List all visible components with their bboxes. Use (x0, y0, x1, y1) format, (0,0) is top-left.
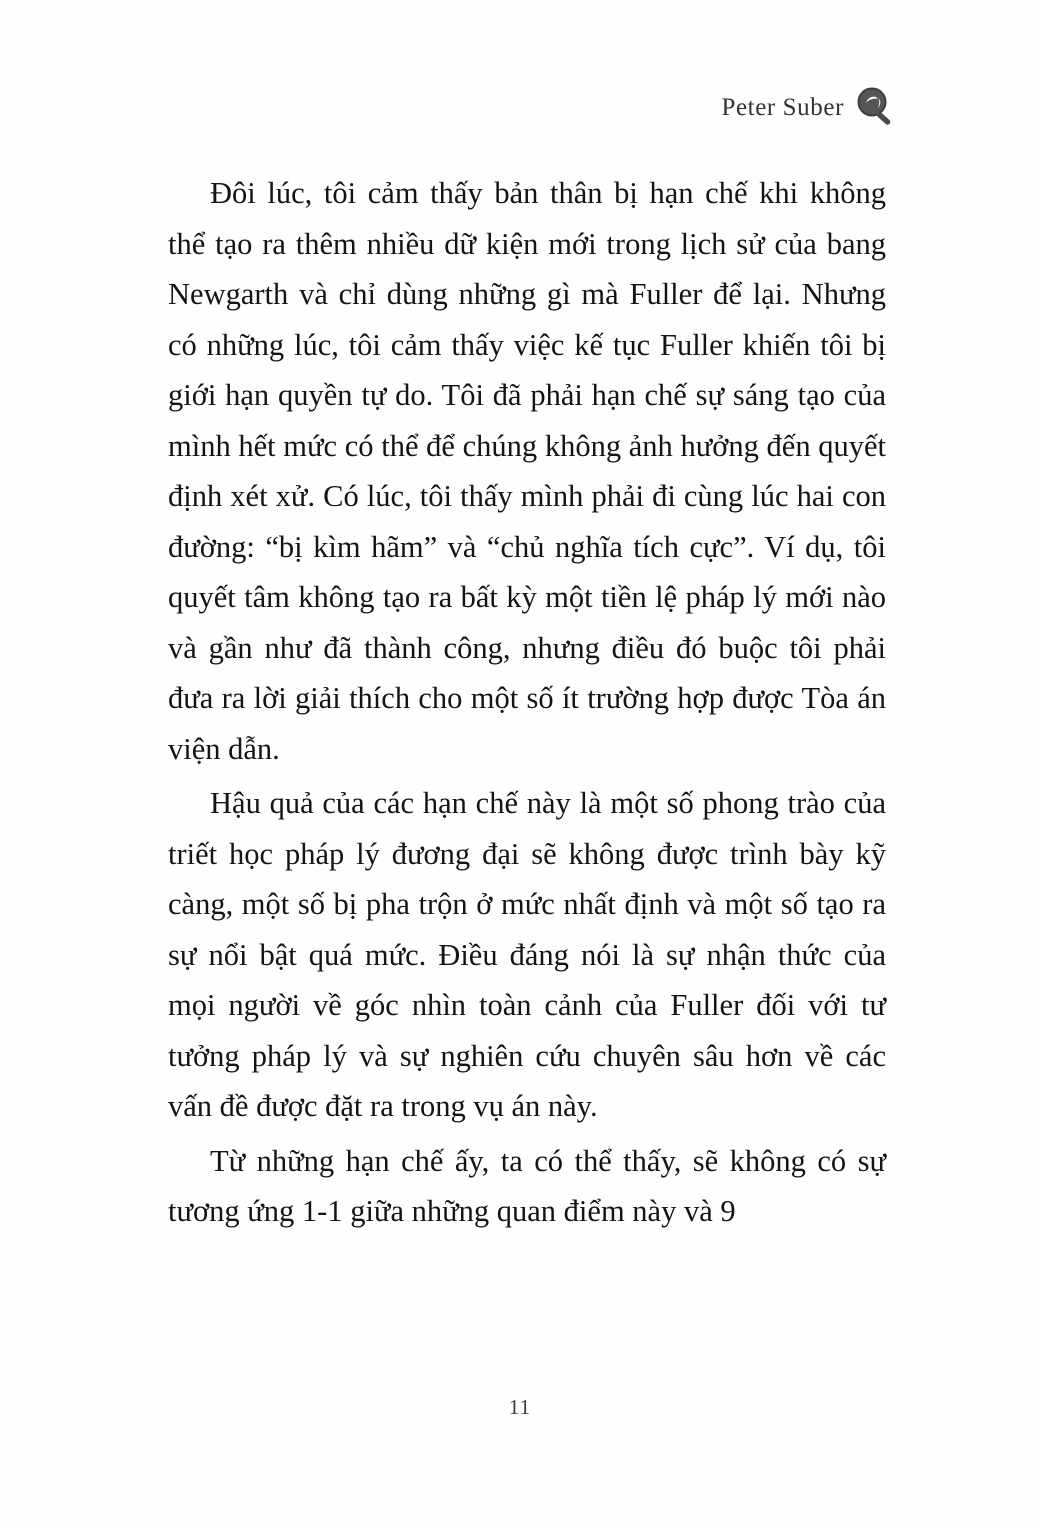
running-head (721, 86, 898, 130)
paragraph: Đôi lúc, tôi cảm thấy bản thân bị hạn chế khi không thể tạo ra thêm nhiều dữ kiện mới trong lịch sử của bang Newgarth và chỉ dùng những gì mà Fuller để lại. Nhưng có những lúc, tôi cảm thấy việc kế tục Fuller khiến tôi bị giới hạn quyền tự do. Tôi đã phải hạn chế sự sáng tạo của mình hết mức có thể để chúng không ảnh hưởng đến quyết định xét xử. Có lúc, tôi thấy mình phải đi cùng lúc hai con đường: “bị kìm hãm” và “chủ nghĩa tích cực”. Ví dụ, tôi quyết tâm không tạo ra bất kỳ một tiền lệ pháp lý mới nào và gần như đã thành công, nhưng điều đó buộc tôi phải đưa ra lời giải thích cho một số ít trường hợp được Tòa án viện dẫn. (168, 176, 886, 766)
paragraph: Từ những hạn chế ấy, ta có thể thấy, sẽ không có sự tương ứng 1-1 giữa những quan điểm này và 9 (168, 1143, 886, 1228)
running-head-author: Peter Suber (721, 94, 844, 121)
paragraph: Hậu quả của các hạn chế này là một số phong trào của triết học pháp lý đương đại sẽ không được trình bày kỹ càng, một số bị pha trộn ở mức nhất định và một số tạo ra sự nổi bật quá mức. Điều đáng nói là sự nhận thức của mọi người về góc nhìn toàn cảnh của Fuller đối với tư tưởng pháp lý và sự nghiên cứu chuyên sâu hơn về các vấn đề được đặt ra trong vụ án này. (168, 786, 886, 1123)
magnifier-icon (854, 86, 898, 130)
page-number: 11 (508, 1395, 532, 1419)
page-body (168, 168, 886, 1237)
